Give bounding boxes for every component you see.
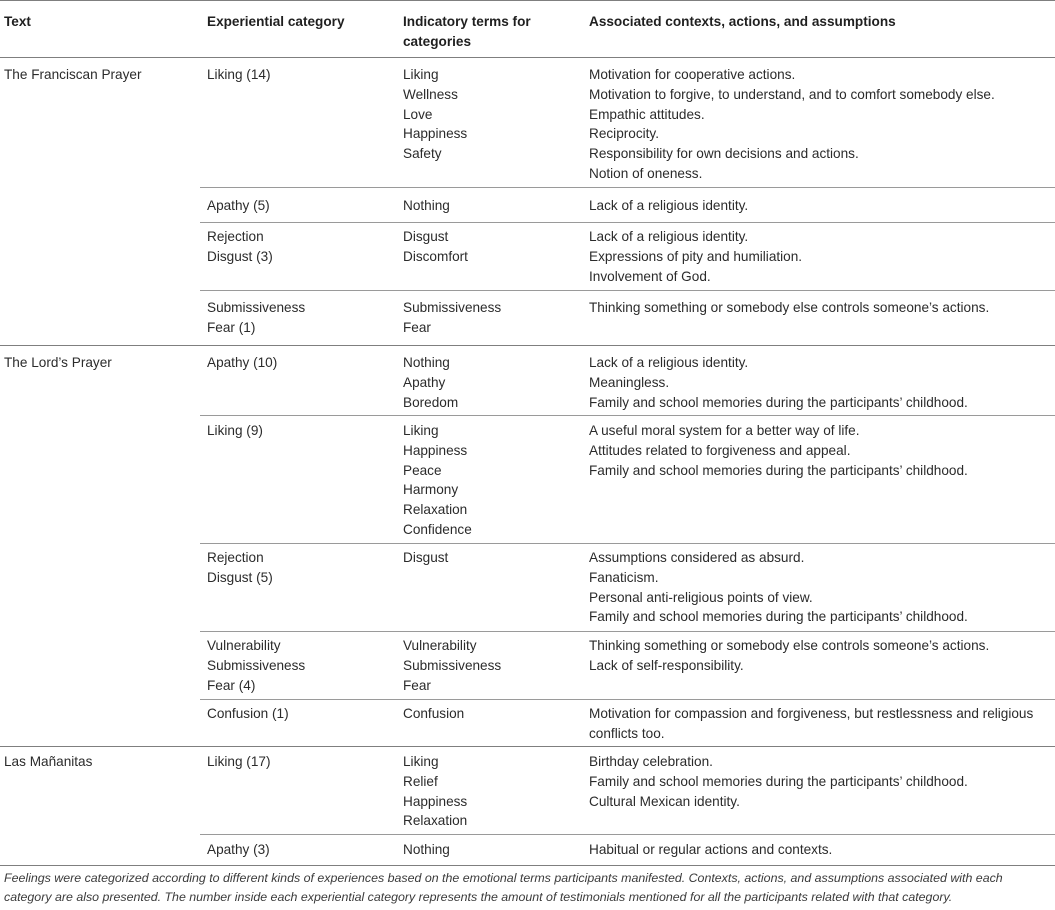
context: Lack of self-responsibility.	[589, 657, 744, 673]
category-line: Liking (14)	[207, 67, 271, 82]
term: Happiness	[403, 793, 468, 809]
context: Involvement of God.	[589, 268, 711, 284]
term: Fear	[403, 677, 431, 693]
row-contexts	[589, 840, 832, 860]
row-category	[207, 636, 305, 695]
term: Nothing	[403, 355, 450, 370]
term: Love	[403, 106, 433, 122]
group-text: Las Mañanitas	[4, 754, 93, 769]
term: Confidence	[403, 521, 472, 537]
row-category	[207, 298, 305, 338]
row-contexts	[589, 636, 989, 676]
context: Empathic attitudes.	[589, 106, 705, 122]
context: Cultural Mexican identity.	[589, 793, 740, 809]
term: Disgust	[403, 229, 449, 244]
row-terms	[403, 227, 468, 267]
term: Discomfort	[403, 248, 468, 264]
term: Harmony	[403, 482, 459, 498]
context: Fanaticism.	[589, 569, 659, 585]
term: Happiness	[403, 442, 468, 458]
row-contexts	[589, 704, 1051, 744]
row-contexts	[589, 353, 968, 412]
term: Safety	[403, 146, 442, 162]
term: Disgust	[403, 550, 449, 565]
category-line: Apathy (10)	[207, 355, 278, 370]
group-text: The Lord’s Prayer	[4, 355, 112, 370]
term: Relaxation	[403, 813, 468, 829]
row-rule	[200, 834, 1055, 835]
row-contexts	[589, 298, 989, 318]
term: Liking	[403, 423, 439, 438]
row-terms	[403, 636, 501, 695]
row-category	[207, 421, 263, 441]
row-category	[207, 353, 277, 373]
row-terms	[403, 65, 467, 164]
row-contexts	[589, 421, 968, 480]
context: Expressions of pity and humiliation.	[589, 248, 803, 264]
term: Wellness	[403, 86, 458, 102]
context: Thinking something or somebody else controls someone’s actions.	[589, 300, 990, 315]
row-category	[207, 548, 273, 588]
term: Apathy	[403, 374, 446, 390]
context: Motivation to forgive, to understand, and to comfort somebody else.	[589, 86, 995, 102]
row-rule	[200, 631, 1055, 632]
term: Relief	[403, 773, 438, 789]
header-terms-line1: Indicatory terms for	[403, 14, 531, 29]
term: Liking	[403, 67, 439, 82]
context: Family and school memories during the participants’ childhood.	[589, 462, 968, 478]
row-terms	[403, 298, 501, 338]
context: Responsibility for own decisions and actions.	[589, 146, 859, 162]
category-line: Rejection	[207, 550, 264, 565]
header-contexts: Associated contexts, actions, and assumptions	[589, 14, 896, 29]
context: Lack of a religious identity.	[589, 229, 749, 244]
row-terms	[403, 752, 467, 831]
row-contexts	[589, 752, 968, 811]
term: Submissiveness	[403, 300, 502, 315]
header-rule	[0, 57, 1055, 58]
context: Family and school memories during the participants’ childhood.	[589, 394, 968, 410]
row-terms	[403, 840, 450, 860]
context: Notion of oneness.	[589, 165, 703, 181]
term: Vulnerability	[403, 638, 477, 653]
row-category	[207, 840, 270, 860]
row-terms	[403, 548, 448, 568]
row-rule	[200, 290, 1055, 291]
term: Relaxation	[403, 502, 468, 518]
group-rule	[0, 345, 1055, 346]
category-line: Confusion (1)	[207, 706, 289, 721]
category-line: Vulnerability	[207, 638, 281, 653]
term: Liking	[403, 754, 439, 769]
context: Reciprocity.	[589, 126, 659, 142]
table-footnote: Feelings were categorized according to different kinds of experiences based on the emotional terms participants manifested. Contexts, actions, and assumptions associated with each category are also presented. The number inside each experiential category represents the amount of testimonials mentioned for all the participants related with that category.	[4, 871, 1003, 904]
context: Personal anti-religious points of view.	[589, 589, 813, 605]
row-rule	[200, 699, 1055, 700]
context: A useful moral system for a better way of life.	[589, 423, 860, 438]
term: Happiness	[403, 126, 468, 142]
context: Motivation for cooperative actions.	[589, 67, 796, 82]
context: Lack of a religious identity.	[589, 198, 749, 213]
top-rule	[0, 0, 1055, 1]
row-contexts	[589, 548, 968, 627]
term: Peace	[403, 462, 442, 478]
row-category	[207, 227, 273, 267]
context: Meaningless.	[589, 374, 670, 390]
row-category	[207, 65, 270, 85]
category-line: Submissiveness	[207, 657, 306, 673]
context: Lack of a religious identity.	[589, 355, 749, 370]
context: Family and school memories during the participants’ childhood.	[589, 773, 968, 789]
context: Family and school memories during the participants’ childhood.	[589, 609, 968, 625]
row-rule	[200, 187, 1055, 188]
row-rule	[200, 222, 1055, 223]
context: Birthday celebration.	[589, 754, 713, 769]
category-line: Disgust (3)	[207, 248, 273, 264]
group-rule	[0, 746, 1055, 747]
row-category	[207, 196, 270, 216]
row-terms	[403, 196, 450, 216]
row-terms	[403, 421, 472, 540]
context: Thinking something or somebody else controls someone’s actions.	[589, 638, 990, 653]
header-text: Text	[4, 14, 31, 29]
row-terms	[403, 353, 458, 412]
context: Assumptions considered as absurd.	[589, 550, 805, 565]
category-line: Fear (1)	[207, 319, 256, 335]
category-line: Liking (9)	[207, 423, 263, 438]
term: Nothing	[403, 198, 450, 213]
category-line: Apathy (3)	[207, 842, 270, 857]
context: Habitual or regular actions and contexts.	[589, 842, 833, 857]
term: Boredom	[403, 394, 459, 410]
group-text: The Franciscan Prayer	[4, 67, 142, 82]
category-line: Liking (17)	[207, 754, 271, 769]
category-line: Apathy (5)	[207, 198, 270, 213]
row-category	[207, 704, 289, 724]
term: Submissiveness	[403, 657, 502, 673]
header-category: Experiential category	[207, 14, 345, 29]
row-contexts	[589, 196, 748, 216]
context: Attitudes related to forgiveness and appeal.	[589, 442, 851, 458]
row-rule	[200, 415, 1055, 416]
header-terms-line2: categories	[403, 34, 472, 49]
row-terms	[403, 704, 464, 724]
category-line: Fear (4)	[207, 677, 256, 693]
context: Motivation for compassion and forgiveness, but restlessness and religious conflicts too.	[589, 706, 1034, 741]
category-line: Disgust (5)	[207, 569, 273, 585]
term: Fear	[403, 319, 431, 335]
row-rule	[200, 543, 1055, 544]
row-contexts	[589, 227, 802, 286]
header-terms	[403, 12, 531, 52]
term: Confusion	[403, 706, 465, 721]
category-line: Rejection	[207, 229, 264, 244]
term: Nothing	[403, 842, 450, 857]
row-contexts	[589, 65, 995, 184]
category-line: Submissiveness	[207, 300, 306, 315]
bottom-rule	[0, 865, 1055, 866]
row-category	[207, 752, 270, 772]
